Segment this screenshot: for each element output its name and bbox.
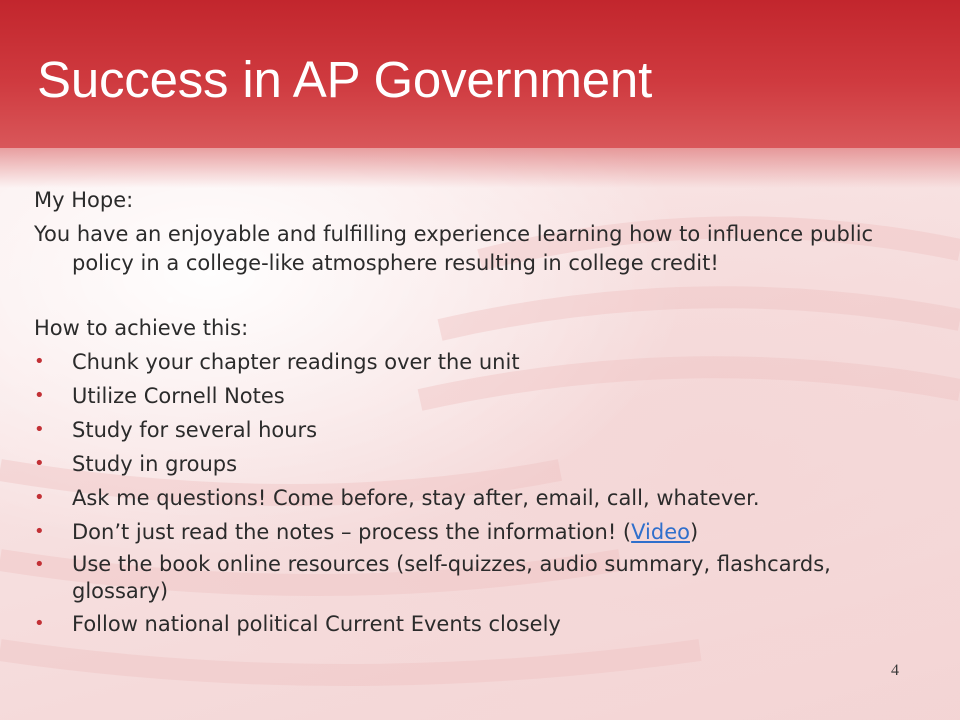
slide-title: Success in AP Government	[37, 51, 653, 108]
list-item-text: Study for several hours	[72, 418, 318, 442]
list-item-text: Utilize Cornell Notes	[72, 384, 285, 408]
list-item	[34, 381, 924, 411]
bullet-icon: •	[34, 385, 45, 406]
list-item	[34, 609, 924, 639]
bullet-icon: •	[34, 453, 45, 474]
page-number: 4	[891, 662, 899, 679]
hope-text: You have an enjoyable and fulfilling experience learning how to influence public policy in a college-like atmosphere resulting in college credit!	[34, 222, 874, 275]
list-item	[34, 483, 924, 513]
bullet-icon: •	[34, 521, 45, 542]
bullet-icon: •	[34, 419, 45, 440]
list-item	[34, 551, 924, 605]
bullet-icon: •	[34, 613, 45, 634]
list-item-text: Follow national political Current Events closely	[72, 612, 561, 636]
list-item	[34, 517, 924, 547]
list-item	[34, 347, 924, 377]
video-link[interactable]: Video	[631, 520, 690, 544]
bullet-icon: •	[34, 487, 45, 508]
achieve-label: How to achieve this:	[34, 316, 249, 340]
list-item-text: Study in groups	[72, 452, 238, 476]
bullet-icon: •	[34, 554, 45, 575]
list-item	[34, 449, 924, 479]
title-banner-fade	[0, 148, 960, 188]
list-item-text-suffix: )	[689, 520, 699, 544]
list-item	[34, 415, 924, 445]
list-item-text: Chunk your chapter readings over the unit	[72, 350, 520, 374]
bullet-icon: •	[34, 351, 45, 372]
list-item-text: Ask me questions! Come before, stay after, email, call, whatever.	[72, 486, 760, 510]
list-item-text: Don’t just read the notes – process the information! (	[72, 520, 632, 544]
slide-body	[34, 184, 924, 643]
paragraph-spacer	[34, 278, 924, 312]
list-item-text: Use the book online resources (self-quizzes, audio summary, flashcards, glossary)	[72, 552, 831, 603]
hope-label: My Hope:	[34, 188, 134, 212]
tips-list	[34, 347, 924, 639]
